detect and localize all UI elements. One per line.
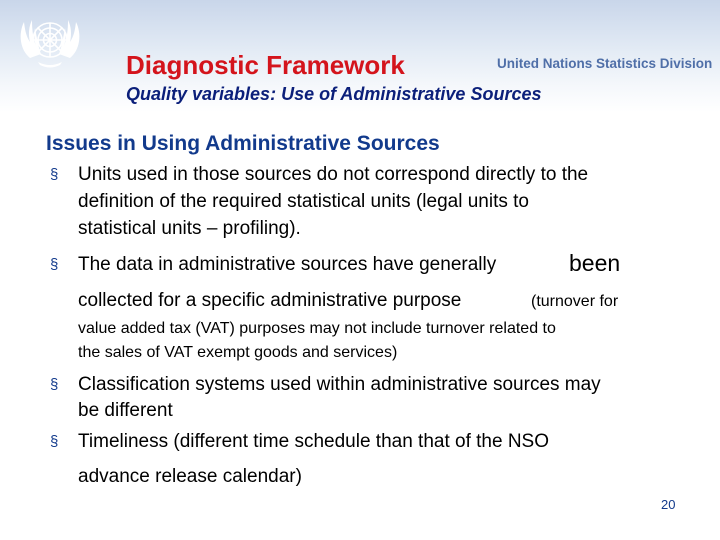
list-item-line: Classification systems used within administrative sources may (78, 374, 601, 395)
list-item-line: (turnover for (531, 293, 619, 310)
list-item-line: definition of the required statistical units (legal units to (78, 191, 529, 212)
slide-subtitle: Quality variables: Use of Administrative Sources (126, 84, 542, 104)
bullet-marker: § (50, 256, 59, 273)
page-number: 20 (661, 497, 676, 512)
organization-name: United Nations Statistics Division (497, 56, 713, 71)
un-emblem-icon (8, 6, 92, 78)
list-item-line: collected for a specific administrative purpose (78, 290, 462, 311)
list-item-line: statistical units – profiling). (78, 218, 301, 239)
list-item-line: be different (78, 400, 173, 421)
list-item-line: Timeliness (different time schedule than that of the NSO (78, 431, 550, 452)
list-item-line: The data in administrative sources have generally (78, 254, 497, 275)
slide-title: Diagnostic Framework (126, 50, 405, 80)
list-item-line: been (569, 250, 621, 276)
bullet-marker: § (50, 433, 59, 450)
bullet-marker: § (50, 376, 59, 393)
list-item-line: value added tax (VAT) purposes may not include turnover related to (78, 320, 556, 337)
section-heading: Issues in Using Administrative Sources (46, 132, 440, 155)
list-item-line: the sales of VAT exempt goods and services) (78, 344, 398, 361)
list-item-line: advance release calendar) (78, 466, 302, 487)
bullet-marker: § (50, 166, 59, 183)
list-item-line: Units used in those sources do not correspond directly to the (78, 164, 589, 185)
